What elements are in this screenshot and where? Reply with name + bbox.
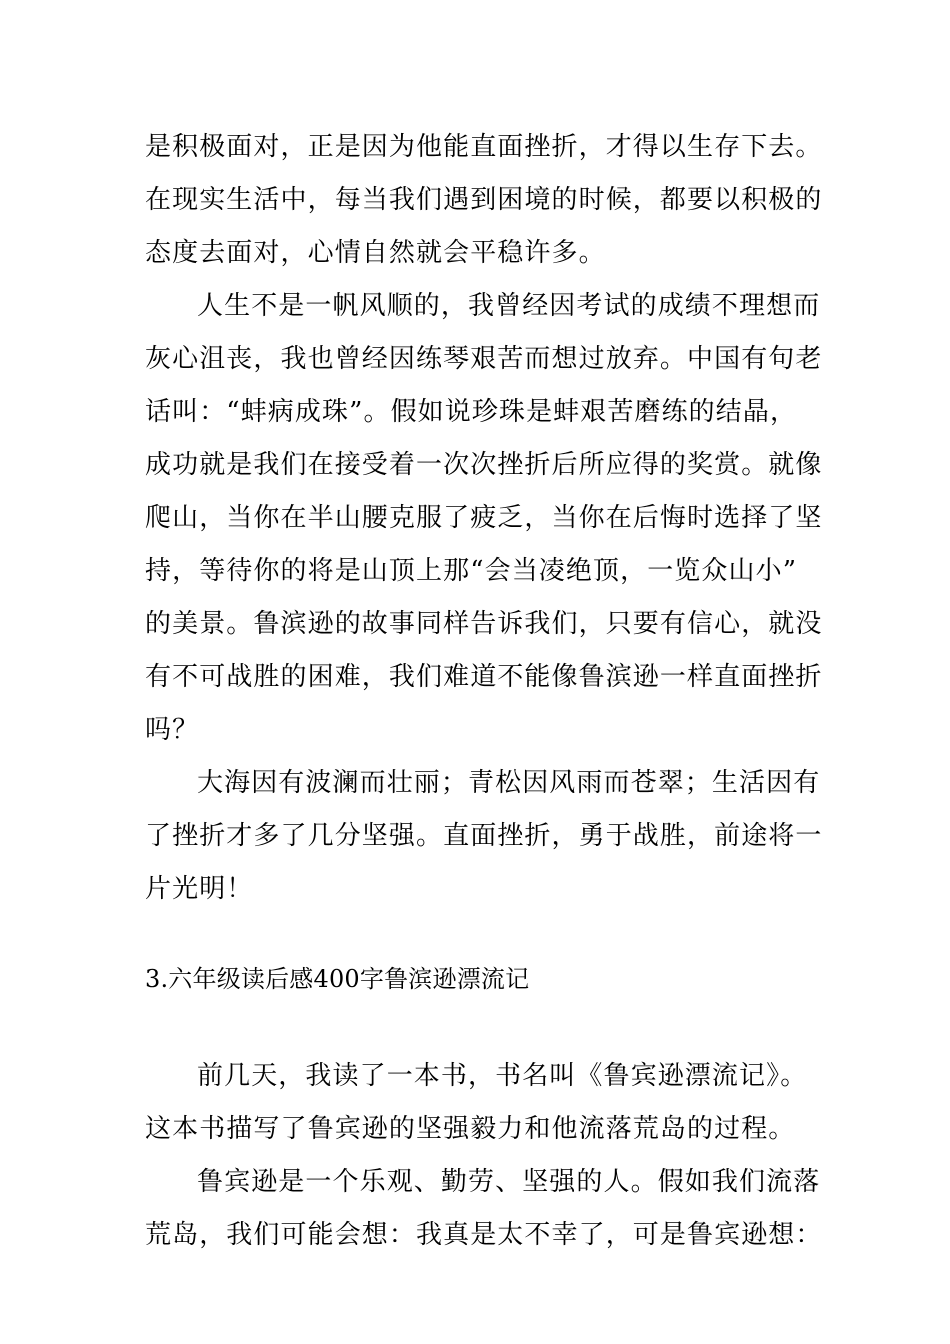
paragraph-line: 灰心沮丧，我也曾经因练琴艰苦而想过放弃。中国有句老 (145, 344, 823, 374)
paragraph-line: 在现实生活中，每当我们遇到困境的时候，都要以积极的 (145, 185, 823, 215)
paragraph-line: 了挫折才多了几分坚强。直面挫折，勇于战胜，前途将一 (145, 821, 823, 851)
section-heading: 3.六年级读后感400字鲁滨逊漂流记 (145, 965, 530, 993)
paragraph-line: 前几天，我读了一本书，书名叫《鲁宾逊漂流记》。 (197, 1061, 808, 1091)
paragraph-line: 话叫：“蚌病成珠”。假如说珍珠是蚌艰苦磨练的结晶， (145, 397, 798, 427)
paragraph-line: 鲁宾逊是一个乐观、勤劳、坚强的人。假如我们流落 (197, 1167, 821, 1197)
paragraph-line: 吗？ (145, 715, 200, 745)
paragraph-line: 荒岛，我们可能会想：我真是太不幸了，可是鲁宾逊想： (145, 1220, 823, 1250)
paragraph-line: 是积极面对，正是因为他能直面挫折，才得以生存下去。 (145, 132, 823, 162)
paragraph-line: 持，等待你的将是山顶上那“会当凌绝顶，一览众山小” (145, 556, 798, 586)
paragraph-line: 片光明！ (145, 874, 254, 904)
paragraph-line: 的美景。鲁滨逊的故事同样告诉我们，只要有信心，就没 (145, 609, 823, 639)
paragraph-line: 态度去面对，心情自然就会平稳许多。 (145, 238, 606, 268)
paragraph-line: 人生不是一帆风顺的，我曾经因考试的成绩不理想而 (197, 291, 821, 321)
paragraph-line: 有不可战胜的困难，我们难道不能像鲁滨逊一样直面挫折 (145, 662, 823, 692)
paragraph-line: 成功就是我们在接受着一次次挫折后所应得的奖赏。就像 (145, 450, 823, 480)
paragraph-line: 爬山，当你在半山腰克服了疲乏，当你在后悔时选择了坚 (145, 503, 823, 533)
paragraph-line: 这本书描写了鲁宾逊的坚强毅力和他流落荒岛的过程。 (145, 1114, 796, 1144)
paragraph-line: 大海因有波澜而壮丽；青松因风雨而苍翠；生活因有 (197, 768, 821, 798)
